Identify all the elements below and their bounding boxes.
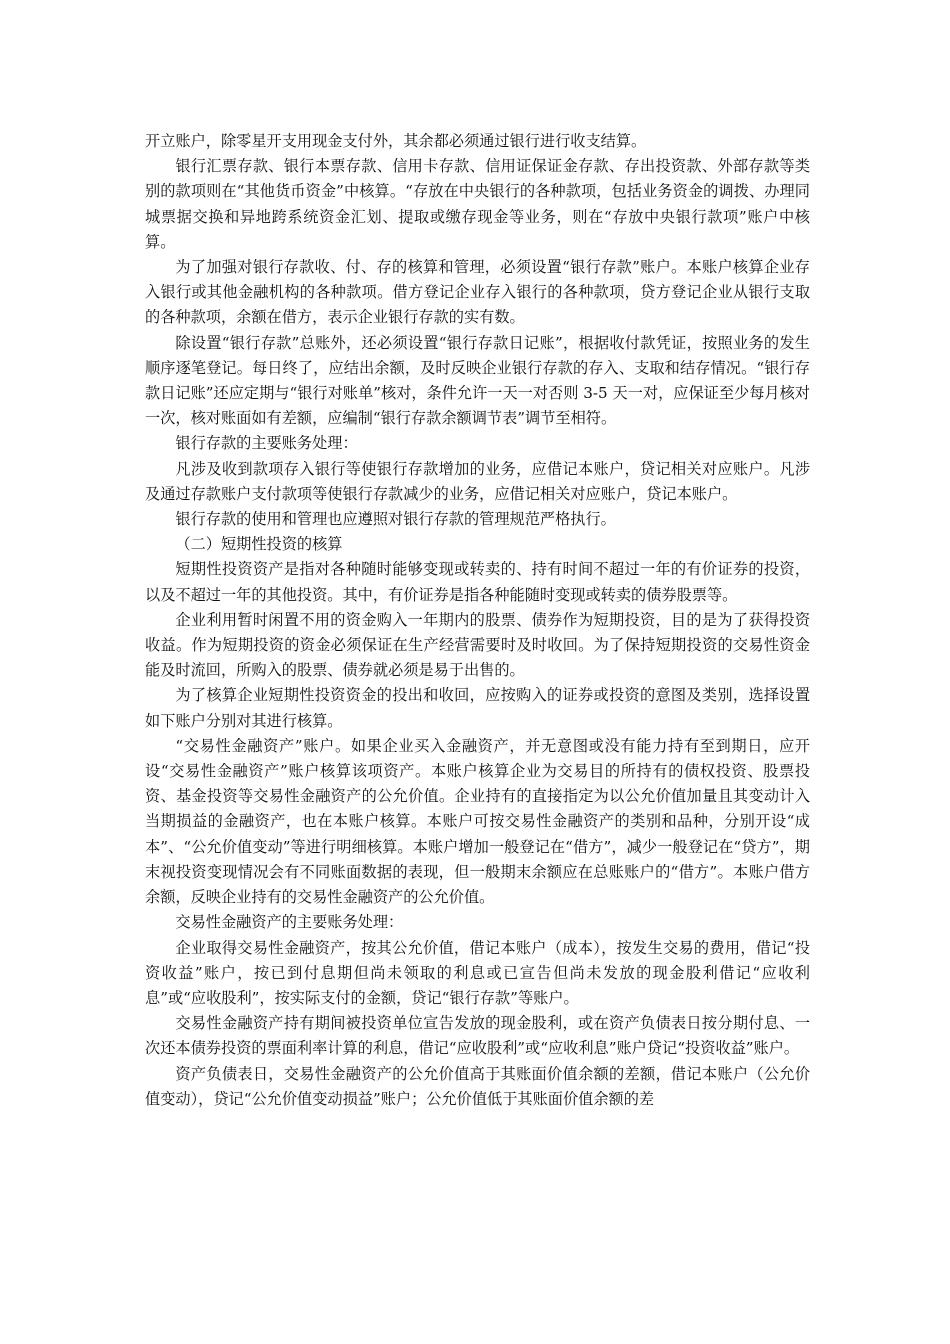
paragraph-14: 企业取得交易性金融资产，按其公允价值，借记本账户（成本），按发生交易的费用，借记“投资收益”账户，按已到付息期但尚未领取的利息或已宣告但尚未发放的现金股利借记“应收利息”或“应收股利”，按实际支付的金额，贷记“银行存款”等账户。 [145, 938, 810, 1007]
paragraph-7: 银行存款的使用和管理也应遵照对银行存款的管理规范严格执行。 [175, 510, 616, 529]
paragraph-9: 短期性投资资产是指对各种随时能够变现或转卖的、持有时间不超过一年的有价证券的投资，以及不超过一年的其他投资。其中，有价证券是指各种能随时变现或转卖的债券股票等。 [145, 560, 810, 604]
paragraph-15: 交易性金融资产持有期间被投资单位宣告发放的现金股利，或在资产负债表日按分期付息、一次还本债券投资的票面利率计算的利息，借记“应收股利”或“应收利息”账户贷记“投资收益”账户。 [145, 1014, 810, 1058]
paragraph-12: “交易性金融资产”账户。如果企业买入金融资产，并无意图或没有能力持有至到期日，应开设“交易性金融资产”账户核算该项资产。本账户核算企业为交易目的所持有的债权投资、股票投资、基金投资等交易性金融资产的公允价值。企业持有的直接指定为以公允价值加量且其变动计入当期损益的金融资产，也在本账户核算。本账户可按交易性金融资产的类别和品种，分别开设“成本”、“公允价值变动”等进行明细核算。本账户增加一般登记在“借方”，减少一般登记在“贷方”，期末视投资变现情况会有不同账面数据的表现，但一般期末余额应在总账账户的“借方”。本账户借方余额，反映企业持有的交易性金融资产的公允价值。 [145, 736, 810, 907]
paragraph-10: 企业利用暂时闲置不用的资金购入一年期内的股票、债券作为短期投资，目的是为了获得投资收益。作为短期投资的资金必须保证在生产经营需要时及时收回。为了保持短期投资的交易性资金能及时流回，所购入的股票、债券就必须是易于出售的。 [145, 610, 810, 680]
paragraph-3: 为了加强对银行存款收、付、存的核算和管理，必须设置“银行存款”账户。本账户核算企业存入银行或其他金融机构的各种款项。借方登记企业存入银行的各种款项，贷方登记企业从银行支取的各种款项，余额在借方，表示企业银行存款的实有数。 [145, 258, 810, 327]
document-page [145, 129, 810, 1112]
paragraph-2: 银行汇票存款、银行本票存款、信用卡存款、信用证保证金存款、存出投资款、外部存款等类别的款项则在“其他货币资金”中核算。“存放在中央银行的各种款项，包括业务资金的调拨、办理同城票据交换和异地跨系统资金汇划、提取或缴存现金等业务，则在“存放中央银行款项”账户中核算。 [145, 157, 810, 251]
paragraph-16: 资产负债表日，交易性金融资产的公允价值高于其账面价值余额的差额，借记本账户（公允价值变动），贷记“公允价值变动损益”账户；公允价值低于其账面价值余额的差 [145, 1064, 810, 1108]
paragraph-1: 开立账户，除零星开支用现金支付外，其余都必须通过银行进行收支结算。 [145, 132, 647, 150]
section-heading-short-term-investment: （二）短期性投资的核算 [175, 535, 343, 554]
paragraph-6: 凡涉及收到款项存入银行等使银行存款增加的业务，应借记本账户，贷记相关对应账户。凡涉及通过存款账户支付款项等使银行存款减少的业务，应借记相关对应账户，贷记本账户。 [145, 459, 810, 503]
paragraph-13: 交易性金融资产的主要账务处理： [175, 913, 404, 932]
paragraph-4: 除设置“银行存款”总账外，还必须设置“银行存款日记账”，根据收付款凭证，按照业务的发生顺序逐笔登记。每日终了，应结出余额，及时反映企业银行存款的存入、支取和结存情况。“银行存款日记账”还应定期与“银行对账单”核对，条件允许一天一对否则 3-5 天一对，应保证至少每月核对一次，核对账面如有差额，应编制“银行存款余额调节表”调节至相符。 [145, 333, 810, 428]
paragraph-5: 银行存款的主要账务处理： [175, 434, 358, 453]
paragraph-11: 为了核算企业短期性投资资金的投出和收回，应按购入的证券或投资的意图及类别，选择设置如下账户分别对其进行核算。 [145, 686, 810, 730]
